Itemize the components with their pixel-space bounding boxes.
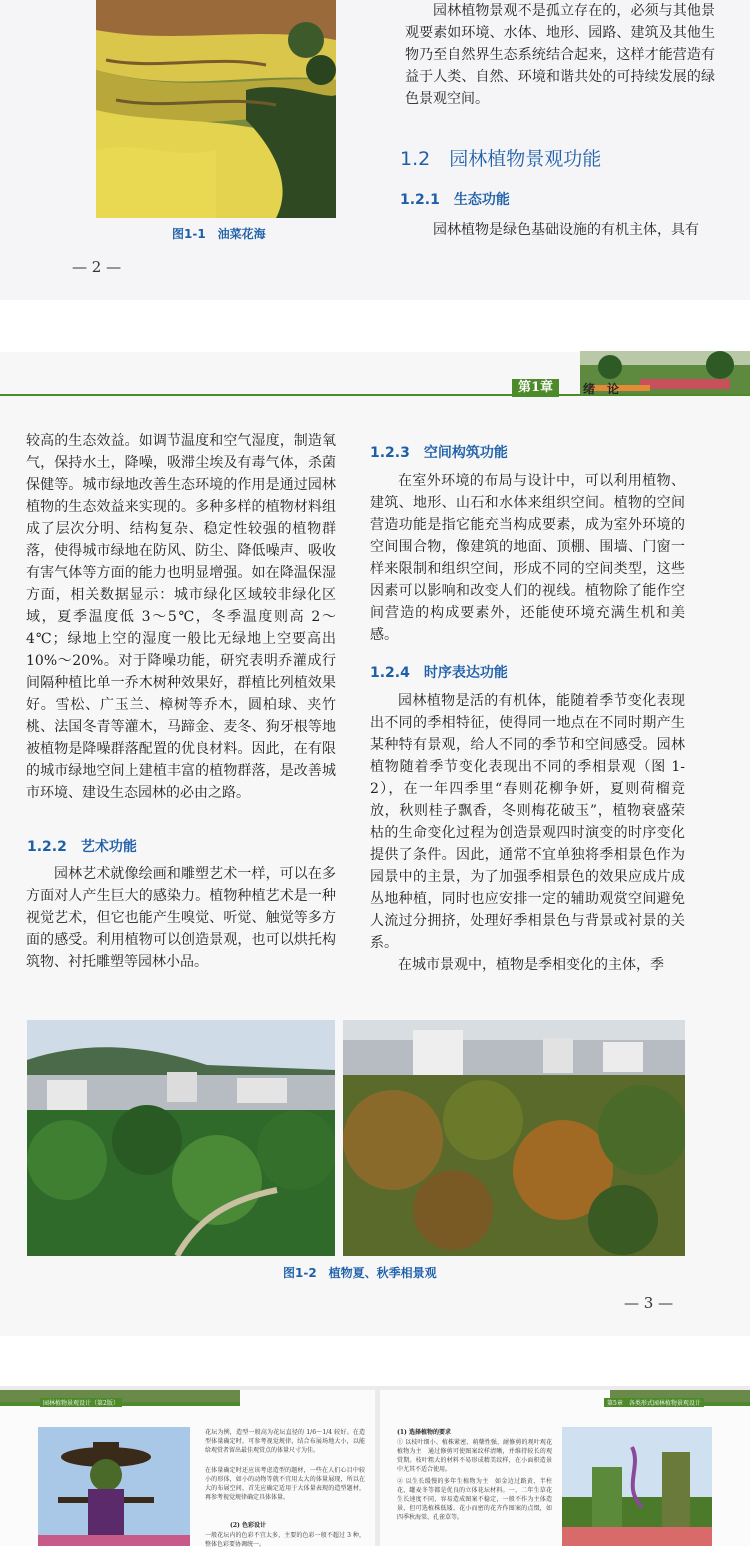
autumn-landscape-photo: [343, 1020, 685, 1256]
left-header-label: 园林植物景观设计（第2版）: [40, 1398, 122, 1407]
figure-1-2-caption: 图1-2 植物夏、秋季相景观: [283, 1266, 437, 1280]
paragraph-ecological-benefits: 较高的生态效益。如调节温度和空气湿度，制造氧气，保持水土，降噪，吸滞尘埃及有毒气体，杀菌保健等。城市绿地改善生态环境的作用是通过园林植物的生态效益来实现的。多种多样的植物材料组成了层次分明、结构复杂、稳定性较强的植物群落，使得城市绿地在防风、防尘、降低噪声、吸收有害气体等方面的能力也明显增强。如在降温保湿方面，相关数据显示：城市绿化区域较非绿化区域，夏季温度低 3～5℃，冬季温度则高 2～4℃；绿地上空的湿度一般比无绿地上空要高出 10%～20%。对于降噪功能，研究表明乔灌成行间隔种植比单一乔木树种效果好，群植比列植效果好。雪松、广玉兰、樟树等乔木，圆柏球、夹竹桃、法国冬青等灌木，马蹄金、麦冬、狗牙根等地被植物是降噪群落配置的优良材料。因此，在有限的城市绿地空间上建植丰富的植物群落，是改善城市环境、建设生态园林的必由之路。: [26, 433, 336, 801]
summer-landscape-photo: [27, 1020, 335, 1256]
right-header-label: 第5章 各类形式园林植物景观设计: [604, 1398, 704, 1407]
page-number-2: — 2 —: [72, 258, 122, 276]
paragraph-space-function: 在室外环境的布局与设计中，可以利用植物、建筑、地形、山石和水体来组织空间。植物的空间营造功能是指它能充当构成要素，成为室外环境的空间围合物，像建筑的地面、顶棚、围墙、门窗一样来限制和组织空间，形成不同的空间类型，这些因素可以影响和改变人们的视线。植物除了能作空间营造的构成要素外，还能使环境充满生机和美感。: [370, 473, 685, 643]
spread-left-text-2: 在体量确定时还应该考虑造型的题材，一些在人们心目中较小的形体，如小的动物等就不宜用太大的体量展现，所以在大的布展空间，首先应确定适用于大体量表现的造型题材，再参考视觉规律确定具体体量。: [205, 1467, 365, 1501]
figure-1-1-caption: 图1-1 油菜花海: [172, 227, 266, 241]
page-number-3: — 3 —: [624, 1294, 674, 1312]
spread-right-text-2: ② 以生长缓慢的多年生植物为主 如金边过路黄、半柱花、罐麦冬等都是优良的立体花坛材料。一、二年生草花生长速度不同，容易造成图案不稳定，一般不作为主体造景，但可选植株低矮、花小而密的花卉作图案的点缀，如四季秋海棠、孔雀草等。: [397, 1478, 552, 1521]
paragraph-city-landscape: 在城市景观中，植物是季相变化的主体，季: [398, 957, 664, 973]
paragraph-ecology-start: 园林植物是绿色基础设施的有机主体，具有: [433, 222, 699, 238]
page-gap: [0, 300, 750, 352]
section-heading-1-2-3: 1.2.3 空间构筑功能: [370, 445, 508, 461]
paragraph-art-function: 园林艺术就像绘画和雕塑艺术一样，可以在多方面对人产生巨大的感染力。植物种植艺术是一种视觉艺术，但它也能产生嗅觉、听觉、触觉等多方面的感受。利用植物可以创造景观，也可以烘托构筑物、衬托雕塑等园林小品。: [26, 866, 336, 970]
spread-left-text-3: 一般花坛内的色彩不宜太多，主要的色彩一般不超过 3 种，整体色彩要协调统一。: [205, 1532, 365, 1548]
flower-sculpture-photo: [562, 1427, 712, 1546]
chapter-title: 绪 论: [583, 382, 620, 396]
section-heading-1-2-2: 1.2.2 艺术功能: [27, 839, 137, 855]
paragraph-time-function: 园林植物是活的有机体，能随着季节变化表现出不同的季相特征，使得同一地点在不同时期产生某种特有景观，给人不同的季节和空间感受。园林植物随着季节变化表现出不同的季相景观（图 1-2），在一年四季里“春则花柳争妍，夏则荷榴竞放，秋则桂子飘香，冬则梅花破玉”，植物衰盛荣枯的生命变化过程为创造景观四时演变的时序变化提供了条件。因此，通常不宜单独将季相景色作为园景中的主景，为了加强季相景色的效果应成片成丛地种植，同时也应安排一定的辅助观赏空间避免人流过分拥挤，处理好季相景色与背景或衬景的关系。: [370, 693, 685, 951]
spread-left-heading: (2) 色彩设计: [230, 1522, 266, 1529]
section-heading-1-2: 1.2 园林植物景观功能: [400, 148, 602, 170]
paragraph-landscape-elements: 园林植物景观不是孤立存在的，必须与其他景观要素如环境、水体、地形、园路、建筑及其他生物乃至自然界生态系统结合起来，这样才能营造有益于人类、自然、环境和谐共处的可持续发展的绿色景观空间。: [405, 3, 715, 107]
spread-left-text-1: 花坛为例，造型一般高为花坛直径的 1/6～1/4 较好。在造型体量确定时，可参考视觉规律，结合布展场地大小，以能给观赏者留出最佳观赏点的体量尺寸为佳。: [205, 1429, 365, 1454]
page-gap: [0, 1336, 750, 1386]
spread-right-text-1: ① 以枝叶细小、植株紧密、萌蘖性强、耐修剪的观叶观花植物为主 通过修剪可使图案纹样清晰，并维持较长的观赏期。枝叶粗大的材料不易形成精美纹样，在小面积造景中尤其不适合使用。: [397, 1439, 552, 1473]
spread-right-heading: (1) 选择植物的要求: [397, 1429, 451, 1436]
chapter-label: 第1章: [512, 379, 559, 397]
chapter-header-bar: [0, 381, 750, 397]
section-heading-1-2-4: 1.2.4 时序表达功能: [370, 665, 508, 681]
topiary-figure-photo: [38, 1427, 190, 1546]
rapeseed-field-photo: [96, 0, 336, 218]
section-heading-1-2-1: 1.2.1 生态功能: [400, 192, 510, 208]
